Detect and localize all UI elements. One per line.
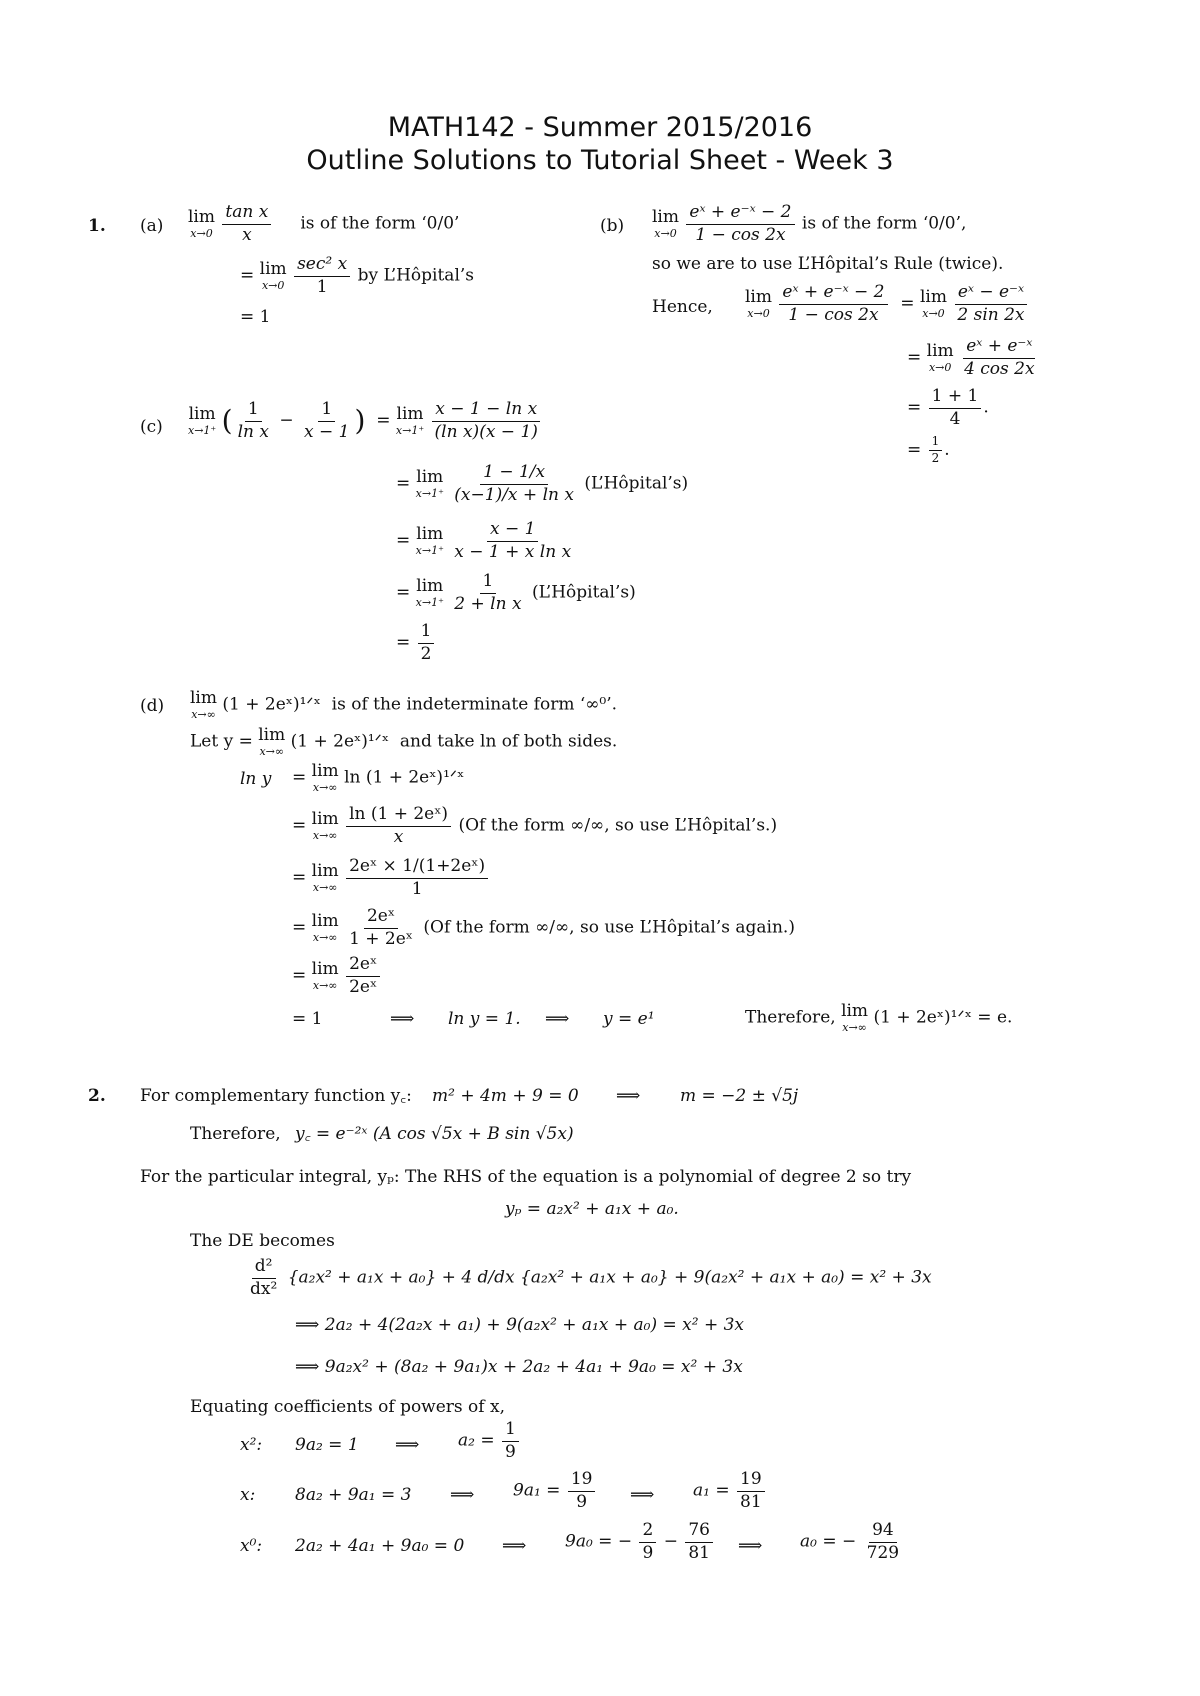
- part-b-expression: lim x→0 $\frac{\text{eˣ + e⁻ˣ − 2}}{1 - \cos 2x}$ is of the form ‘0/0’,: [652, 202, 967, 245]
- part-d-y-eq: y = e¹: [603, 1009, 655, 1029]
- part-d-therefore: Therefore, lim x→∞ (1 + 2eˣ)¹ᐟˣ = e.: [745, 1001, 1013, 1034]
- row2-result: a₁ = $\frac{19}{81}$: [693, 1470, 767, 1512]
- part-d-lny-eq: ln y = 1.: [448, 1009, 521, 1029]
- part-a-expression: lim x→0 $\frac{\text{tan x}}{x}$ is of the form ‘0/0’: [188, 202, 460, 245]
- row1-result: a₂ = $\frac{1}{9}$: [458, 1420, 521, 1462]
- row1-label: x²:: [240, 1435, 263, 1455]
- part-c-expression: lim x→1⁺ ( $\frac{1}{\text{ln x}}$ − $\frac{1}{x - 1}$ ) = lim x→1⁺ $\frac{\text{x − 1 − ln x}}{\text{(ln x)(x − 1)}}$: [188, 400, 543, 442]
- q2-de-line1: $\frac{\text{d²}}{\text{dx²}}$ {a₂x² + a₁x + a₀} + 4 d/dx {a₂x² + a₁x + a₀} + 9(a₂x² + a₁x + a₀) = x² + 3x: [250, 1256, 932, 1299]
- row3-label: x⁰:: [240, 1536, 263, 1556]
- row1-equation: 9a₂ = 1: [295, 1435, 359, 1455]
- row2-mid: 9a₁ = $\frac{19}{9}$: [513, 1470, 597, 1512]
- page-title: MATH142 - Summer 2015/2016: [387, 112, 813, 143]
- part-b-step2: = lim x→0 $\frac{\text{eˣ + e⁻ˣ}}{4 \cos 2x}$: [907, 336, 1035, 379]
- row3-result: a₀ = − $\frac{94}{729}$: [800, 1520, 900, 1563]
- part-d-step2: = lim x→∞ $\frac{\text{ln (1 + 2eˣ)}}{x}$ (Of the form ∞/∞, so use L’Hôpital’s.): [292, 804, 778, 847]
- row1-implies: ⟹: [395, 1435, 420, 1455]
- page-subtitle: Outline Solutions to Tutorial Sheet - Week 3: [306, 145, 894, 176]
- q2-cf-therefore: Therefore,: [190, 1124, 281, 1144]
- q2-de-line3: ⟹ 9a₂x² + (8a₂ + 9a₁)x + 2a₂ + 4a₁ + 9a₀ = x² + 3x: [295, 1357, 743, 1377]
- q2-cf-equation: m² + 4m + 9 = 0: [432, 1086, 579, 1106]
- part-a-step1: = lim x→0 $\frac{\text{sec² x}}{1}$ by L’Hôpital’s: [240, 254, 475, 297]
- part-d-step1: = lim x→∞ ln (1 + 2eˣ)¹ᐟˣ: [292, 761, 465, 794]
- q2-cf-roots: m = −2 ± √5j: [680, 1086, 799, 1106]
- part-d-final: = 1: [292, 1009, 323, 1029]
- q2-pi-text: For the particular integral, yₚ: The RHS of the equation is a polynomial of degree 2 so try: [140, 1167, 912, 1187]
- part-c-result: = $\frac{1}{2}$: [396, 622, 436, 664]
- row2-label: x:: [240, 1485, 256, 1505]
- row2-implies-2: ⟹: [630, 1485, 655, 1505]
- part-b-label: (b): [600, 216, 625, 236]
- part-d-step5: = lim x→∞ $\frac{\text{2eˣ}}{\text{2eˣ}}$: [292, 955, 382, 997]
- row3-implies-2: ⟹: [738, 1536, 763, 1556]
- row3-equation: 2a₂ + 4a₁ + 9a₀ = 0: [295, 1536, 465, 1556]
- part-c-step3: = lim x→1⁺ $\frac{x - 1}{\text{x − 1 + x ln x}}$: [396, 519, 572, 562]
- part-d-step3: = lim x→∞ $\frac{\text{2eˣ × 1/(1+2eˣ)}}{1}$: [292, 857, 490, 899]
- q2-cf-solution: y꜀ = e⁻²ˣ (A cos √5x + B sin √5x): [295, 1124, 574, 1144]
- part-a-label: (a): [140, 216, 164, 236]
- row3-mid: 9a₀ = − $\frac{2}{9}$ − $\frac{76}{81}$: [565, 1521, 715, 1563]
- part-d-let: Let y = lim x→∞ (1 + 2eˣ)¹ᐟˣ and take ln of both sides.: [190, 725, 618, 758]
- q2-equating: Equating coefficients of powers of x,: [190, 1397, 505, 1417]
- part-c-label: (c): [140, 417, 163, 437]
- part-b-step1: lim x→0 $\frac{\text{eˣ + e⁻ˣ − 2}}{1 - \cos 2x}$ = lim x→0 $\frac{\text{eˣ − e⁻ˣ}}{2 \sin 2x}$: [745, 283, 1030, 325]
- row3-implies-1: ⟹: [502, 1536, 527, 1556]
- part-d-lny: ln y: [240, 769, 272, 789]
- part-b-note: so we are to use L’Hôpital’s Rule (twice).: [652, 254, 1004, 274]
- q2-cf-text: For complementary function y꜀:: [140, 1086, 412, 1106]
- question-2-number: 2.: [88, 1086, 106, 1106]
- part-d-step4: = lim x→∞ $\frac{\text{2eˣ}}{\text{1 + 2eˣ}}$ (Of the form ∞/∞, so use L’Hôpital’s again.): [292, 906, 795, 949]
- part-b-step3: = $\frac{1 + 1}{4}$ .: [907, 386, 989, 429]
- part-a-result: = 1: [240, 307, 271, 327]
- q2-de-becomes: The DE becomes: [190, 1231, 335, 1251]
- part-d-expression: lim x→∞ (1 + 2eˣ)¹ᐟˣ is of the indeterminate form ‘∞⁰’.: [190, 688, 618, 721]
- question-1-number: 1.: [88, 216, 106, 236]
- q2-pi-try: yₚ = a₂x² + a₁x + a₀.: [505, 1199, 679, 1219]
- part-c-step2: = lim x→1⁺ $\frac{1 - 1/x}{\text{(x−1)/x + ln x}}$ (L’Hôpital’s): [396, 462, 689, 505]
- row2-equation: 8a₂ + 9a₁ = 3: [295, 1485, 412, 1505]
- q2-de-line2: ⟹ 2a₂ + 4(2a₂x + a₁) + 9(a₂x² + a₁x + a₀) = x² + 3x: [295, 1315, 745, 1335]
- implies-1: ⟹: [390, 1009, 415, 1029]
- part-b-hence: Hence,: [652, 297, 713, 317]
- part-b-result: = $\frac{1}{2}$ .: [907, 434, 950, 465]
- implies-2: ⟹: [545, 1009, 570, 1029]
- row2-implies-1: ⟹: [450, 1485, 475, 1505]
- part-c-step4: = lim x→1⁺ $\frac{1}{\text{2 + ln x}}$ (L’Hôpital’s): [396, 571, 636, 614]
- q2-cf-implies: ⟹: [616, 1086, 641, 1106]
- part-d-label: (d): [140, 696, 165, 716]
